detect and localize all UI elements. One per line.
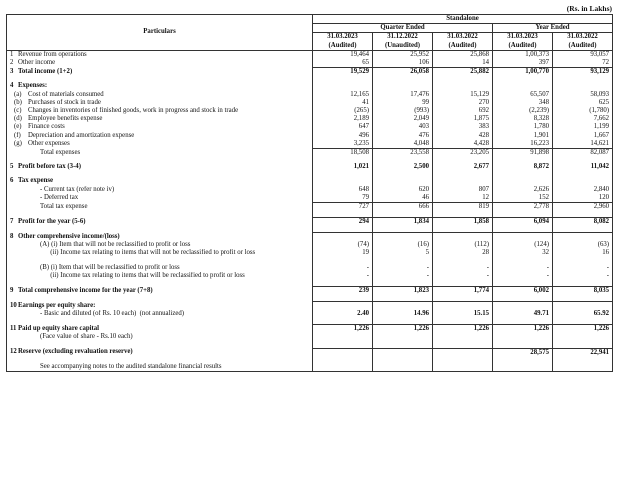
value-cell — [493, 363, 553, 372]
row-label-cell — [7, 264, 313, 272]
row-label: Total tax expense — [40, 202, 88, 210]
value-cell: 1,021 — [313, 163, 373, 171]
value-cell — [313, 233, 373, 241]
value-cell: 12 — [433, 194, 493, 203]
value-cell: 2,189 — [313, 115, 373, 123]
value-cell: 58,093 — [553, 91, 613, 99]
value-cell: 1,858 — [433, 218, 493, 227]
row-label-cell — [7, 91, 313, 99]
row-label-cell — [7, 203, 313, 212]
value-cell: 15.15 — [433, 310, 493, 318]
row-label: (ii) Income tax relating to items that will not be reclassified to profit or loss — [40, 249, 256, 257]
table-row — [7, 99, 613, 107]
value-cell: 807 — [433, 186, 493, 194]
table-row — [7, 59, 613, 68]
value-cell — [433, 348, 493, 357]
row-label-cell — [7, 286, 313, 295]
value-cell: - — [373, 264, 433, 272]
value-cell: 28,575 — [493, 348, 553, 357]
value-cell: 25,952 — [373, 50, 433, 59]
row-sub-index: (c) — [14, 107, 22, 115]
row-label-cell — [7, 348, 313, 357]
row-label: Changes in inventories of finished goods, work in progress and stock in trade — [28, 107, 239, 115]
value-cell — [373, 348, 433, 357]
particulars-header: Particulars — [7, 15, 313, 51]
row-label: - Deferred tax — [40, 194, 79, 202]
period-status: (Audited) — [508, 41, 537, 49]
value-cell: 1,226 — [373, 325, 433, 334]
row-number: 9 — [10, 286, 14, 294]
standalone-header: Standalone — [313, 15, 613, 24]
table-row — [7, 272, 613, 280]
value-cell: 648 — [313, 186, 373, 194]
value-cell: - — [373, 272, 433, 280]
value-cell: (265) — [313, 107, 373, 115]
value-cell: 23,205 — [433, 149, 493, 158]
row-number: 12 — [10, 348, 17, 356]
table-row — [7, 115, 613, 123]
value-cell: 93,129 — [553, 68, 613, 77]
unit-note: (Rs. in Lakhs) — [566, 4, 612, 13]
row-label: - Current tax (refer note iv) — [40, 185, 115, 193]
value-cell: 1,226 — [493, 325, 553, 334]
row-label: Total expenses — [40, 148, 81, 156]
value-cell — [313, 82, 373, 90]
row-label-cell — [7, 140, 313, 149]
value-cell: 8,035 — [553, 286, 613, 295]
value-cell: 1,834 — [373, 218, 433, 227]
row-number: 10 — [10, 301, 17, 309]
row-sub-index: (a) — [14, 90, 22, 98]
value-cell: 1,226 — [313, 325, 373, 334]
value-cell: 1,00,373 — [493, 50, 553, 59]
row-label: Total income (1+2) — [18, 67, 73, 75]
row-label-cell — [7, 177, 313, 185]
value-cell: 91,898 — [493, 149, 553, 158]
table-row — [7, 107, 613, 115]
period-header — [373, 33, 433, 50]
row-label-cell — [7, 272, 313, 280]
value-cell — [433, 363, 493, 372]
value-cell: 383 — [433, 123, 493, 131]
value-cell: 2,677 — [433, 163, 493, 171]
value-cell: 32 — [493, 249, 553, 257]
value-cell — [553, 302, 613, 310]
value-cell — [493, 333, 553, 341]
table-row — [7, 91, 613, 99]
row-label-cell — [7, 59, 313, 68]
period-status: (Audited) — [448, 41, 477, 49]
table-row — [7, 186, 613, 194]
value-cell: 6,094 — [493, 218, 553, 227]
value-cell: 19 — [313, 249, 373, 257]
value-cell: 2,960 — [553, 203, 613, 212]
period-date: 31.12.2022 — [387, 33, 418, 41]
row-label: Reserve (excluding revaluation reserve) — [18, 348, 133, 356]
table-row — [7, 333, 613, 341]
value-cell — [313, 348, 373, 357]
value-cell — [553, 177, 613, 185]
value-cell — [313, 363, 373, 372]
value-cell: 8,872 — [493, 163, 553, 171]
row-label: Earnings per equity share: — [18, 301, 96, 309]
value-cell: (63) — [553, 241, 613, 249]
value-cell: 1,780 — [493, 123, 553, 131]
row-label: Depreciation and amortization expense — [28, 131, 135, 139]
value-cell: 19,464 — [313, 50, 373, 59]
row-number: 5 — [10, 163, 14, 171]
row-label: (ii) Income tax relating to items that will be reclassified to profit or loss — [40, 271, 245, 279]
row-sub-index: (d) — [14, 115, 22, 123]
value-cell: 647 — [313, 123, 373, 131]
table-row — [7, 82, 613, 90]
value-cell: 625 — [553, 99, 613, 107]
value-cell: - — [433, 264, 493, 272]
year-ended-header: Year Ended — [493, 24, 613, 33]
value-cell: 819 — [433, 203, 493, 212]
table-row — [7, 132, 613, 140]
period-date: 31.03.2022 — [447, 33, 478, 41]
period-date: 31.03.2023 — [327, 33, 358, 41]
table-row — [7, 249, 613, 257]
value-cell: 65,507 — [493, 91, 553, 99]
value-cell: 106 — [373, 59, 433, 68]
value-cell: 2,778 — [493, 203, 553, 212]
row-label: (A) (i) Item that will not be reclassified to profit or loss — [40, 241, 191, 249]
value-cell: 7,662 — [553, 115, 613, 123]
value-cell: 26,058 — [373, 68, 433, 77]
period-date: 31.03.2022 — [567, 33, 598, 41]
row-label: Tax expense — [18, 177, 54, 185]
value-cell: 6,002 — [493, 286, 553, 295]
value-cell: 1,774 — [433, 286, 493, 295]
value-cell — [313, 333, 373, 341]
value-cell — [433, 233, 493, 241]
value-cell: 23,558 — [373, 149, 433, 158]
value-cell: 727 — [313, 203, 373, 212]
table-row — [7, 218, 613, 227]
row-label-cell — [7, 325, 313, 334]
row-label: Other expenses — [28, 140, 70, 148]
period-status: (Audited) — [568, 41, 597, 49]
period-header — [433, 33, 493, 50]
value-cell: 93,057 — [553, 50, 613, 59]
value-cell: - — [313, 272, 373, 280]
row-label: Finance costs — [28, 123, 65, 131]
value-cell: 1,226 — [433, 325, 493, 334]
value-cell: 1,199 — [553, 123, 613, 131]
period-header — [313, 33, 373, 50]
row-label: - Basic and diluted (of Rs. 10 each) (not annualized) — [40, 309, 185, 317]
row-sub-index: (g) — [14, 140, 22, 148]
value-cell: 14 — [433, 59, 493, 68]
value-cell: 428 — [433, 132, 493, 140]
value-cell: 8,082 — [553, 218, 613, 227]
value-cell: 1,00,770 — [493, 68, 553, 77]
value-cell: 239 — [313, 286, 373, 295]
period-date: 31.03.2023 — [507, 33, 538, 41]
value-cell: 14,621 — [553, 140, 613, 149]
value-cell: - — [493, 272, 553, 280]
row-sub-index: (f) — [14, 131, 21, 139]
table-body — [7, 50, 613, 371]
row-label: Expenses: — [18, 82, 48, 90]
row-number: 11 — [10, 324, 17, 332]
value-cell: 348 — [493, 99, 553, 107]
row-label-cell — [7, 123, 313, 131]
standalone-results-table — [6, 14, 613, 372]
value-cell: 1,901 — [493, 132, 553, 140]
value-cell — [493, 82, 553, 90]
value-cell: 1,823 — [373, 286, 433, 295]
table-row — [7, 241, 613, 249]
row-sub-index: (b) — [14, 98, 22, 106]
table-row — [7, 194, 613, 203]
row-label: Profit for the year (5-6) — [18, 218, 86, 226]
row-label: Purchases of stock in trade — [28, 98, 101, 106]
value-cell — [493, 177, 553, 185]
value-cell: 18,508 — [313, 149, 373, 158]
row-sub-index: (e) — [14, 123, 22, 131]
value-cell: 397 — [493, 59, 553, 68]
value-cell: 22,941 — [553, 348, 613, 357]
value-cell: 41 — [313, 99, 373, 107]
value-cell: 270 — [433, 99, 493, 107]
table-row — [7, 325, 613, 334]
row-label-cell — [7, 107, 313, 115]
value-cell: - — [493, 264, 553, 272]
table-row — [7, 363, 613, 372]
row-label-cell — [7, 218, 313, 227]
value-cell: 5 — [373, 249, 433, 257]
period-status: (Unaudited) — [384, 41, 421, 49]
table-row — [7, 163, 613, 171]
row-label-cell — [7, 363, 313, 372]
row-label: (Face value of share - Rs.10 each) — [40, 333, 133, 341]
quarter-ended-header: Quarter Ended — [313, 24, 493, 33]
value-cell: - — [553, 264, 613, 272]
row-number: 4 — [10, 82, 14, 90]
value-cell — [373, 333, 433, 341]
value-cell: 4,428 — [433, 140, 493, 149]
row-number: 2 — [10, 59, 14, 67]
row-label-cell — [7, 99, 313, 107]
value-cell — [433, 302, 493, 310]
row-label-cell — [7, 333, 313, 341]
value-cell — [553, 233, 613, 241]
value-cell: 2,049 — [373, 115, 433, 123]
value-cell: 2,840 — [553, 186, 613, 194]
row-label-cell — [7, 149, 313, 158]
value-cell — [433, 82, 493, 90]
value-cell: 14.96 — [373, 310, 433, 318]
value-cell: - — [313, 264, 373, 272]
value-cell: 8,328 — [493, 115, 553, 123]
value-cell — [553, 333, 613, 341]
value-cell: 16 — [553, 249, 613, 257]
row-label: Revenue from operations — [18, 50, 87, 58]
value-cell: (1,780) — [553, 107, 613, 115]
value-cell: 2,500 — [373, 163, 433, 171]
table-row — [7, 50, 613, 59]
value-cell: - — [433, 272, 493, 280]
value-cell: 17,476 — [373, 91, 433, 99]
row-label: Other income — [18, 59, 56, 67]
value-cell: 28 — [433, 249, 493, 257]
table-row — [7, 123, 613, 131]
value-cell — [373, 363, 433, 372]
value-cell — [493, 233, 553, 241]
row-label: See accompanying notes to the audited standalone financial results — [40, 362, 222, 370]
value-cell — [373, 177, 433, 185]
table-header — [7, 15, 613, 51]
value-cell: 476 — [373, 132, 433, 140]
value-cell: 692 — [433, 107, 493, 115]
value-cell: 16,223 — [493, 140, 553, 149]
table-row — [7, 264, 613, 272]
value-cell: 46 — [373, 194, 433, 203]
value-cell: 65.92 — [553, 310, 613, 318]
value-cell: 1,667 — [553, 132, 613, 140]
value-cell: 120 — [553, 194, 613, 203]
value-cell: 11,042 — [553, 163, 613, 171]
row-number: 7 — [10, 218, 14, 226]
value-cell: (124) — [493, 241, 553, 249]
row-number: 8 — [10, 232, 14, 240]
row-label-cell — [7, 194, 313, 203]
row-number: 1 — [10, 50, 14, 58]
row-label: (B) (i) Item that will be reclassified to profit or loss — [40, 263, 180, 271]
row-label: Total comprehensive income for the year (7+8) — [18, 286, 153, 294]
row-label-cell — [7, 233, 313, 241]
value-cell — [493, 302, 553, 310]
row-label-cell — [7, 163, 313, 171]
value-cell: 1,226 — [553, 325, 613, 334]
value-cell: 79 — [313, 194, 373, 203]
row-label-cell — [7, 302, 313, 310]
value-cell: 19,529 — [313, 68, 373, 77]
period-status: (Audited) — [328, 41, 357, 49]
value-cell: (16) — [373, 241, 433, 249]
value-cell: 666 — [373, 203, 433, 212]
value-cell: 4,048 — [373, 140, 433, 149]
row-number: 6 — [10, 177, 14, 185]
table-row — [7, 177, 613, 185]
value-cell: 12,165 — [313, 91, 373, 99]
value-cell — [373, 302, 433, 310]
value-cell — [553, 363, 613, 372]
period-header — [553, 33, 613, 50]
value-cell: 620 — [373, 186, 433, 194]
value-cell: 49.71 — [493, 310, 553, 318]
row-label-cell — [7, 241, 313, 249]
table-row — [7, 302, 613, 310]
value-cell: 152 — [493, 194, 553, 203]
value-cell: 25,882 — [433, 68, 493, 77]
row-label-cell — [7, 249, 313, 257]
value-cell: 496 — [313, 132, 373, 140]
table-row — [7, 149, 613, 158]
value-cell: (74) — [313, 241, 373, 249]
value-cell: 1,875 — [433, 115, 493, 123]
value-cell: 2.40 — [313, 310, 373, 318]
value-cell: 2,626 — [493, 186, 553, 194]
value-cell: (2,239) — [493, 107, 553, 115]
row-label: Paid up equity share capital — [18, 324, 100, 332]
row-label: Profit before tax (3-4) — [18, 163, 81, 171]
row-number: 3 — [10, 67, 14, 75]
value-cell: 403 — [373, 123, 433, 131]
value-cell: 294 — [313, 218, 373, 227]
row-label-cell — [7, 115, 313, 123]
row-label: Employee benefits expense — [28, 115, 103, 123]
value-cell — [313, 177, 373, 185]
value-cell — [433, 177, 493, 185]
value-cell: 65 — [313, 59, 373, 68]
value-cell: 82,087 — [553, 149, 613, 158]
table-row — [7, 286, 613, 295]
table-row — [7, 233, 613, 241]
row-label: Other comprehensive income/(loss) — [18, 232, 120, 240]
value-cell: (993) — [373, 107, 433, 115]
row-label-cell — [7, 82, 313, 90]
table-row — [7, 68, 613, 77]
value-cell — [313, 302, 373, 310]
row-label: Cost of materials consumed — [28, 90, 104, 98]
value-cell: (112) — [433, 241, 493, 249]
row-label-cell — [7, 68, 313, 77]
table-row — [7, 203, 613, 212]
period-header — [493, 33, 553, 50]
row-label-cell — [7, 310, 313, 318]
value-cell — [433, 333, 493, 341]
value-cell — [373, 82, 433, 90]
row-label-cell — [7, 132, 313, 140]
value-cell — [553, 82, 613, 90]
value-cell: 15,129 — [433, 91, 493, 99]
table-row — [7, 140, 613, 149]
table-row — [7, 310, 613, 318]
row-label-cell — [7, 50, 313, 59]
row-label-cell — [7, 186, 313, 194]
value-cell: 99 — [373, 99, 433, 107]
value-cell — [373, 233, 433, 241]
table-row — [7, 348, 613, 357]
value-cell: - — [553, 272, 613, 280]
value-cell: 3,235 — [313, 140, 373, 149]
value-cell: 72 — [553, 59, 613, 68]
value-cell: 25,868 — [433, 50, 493, 59]
